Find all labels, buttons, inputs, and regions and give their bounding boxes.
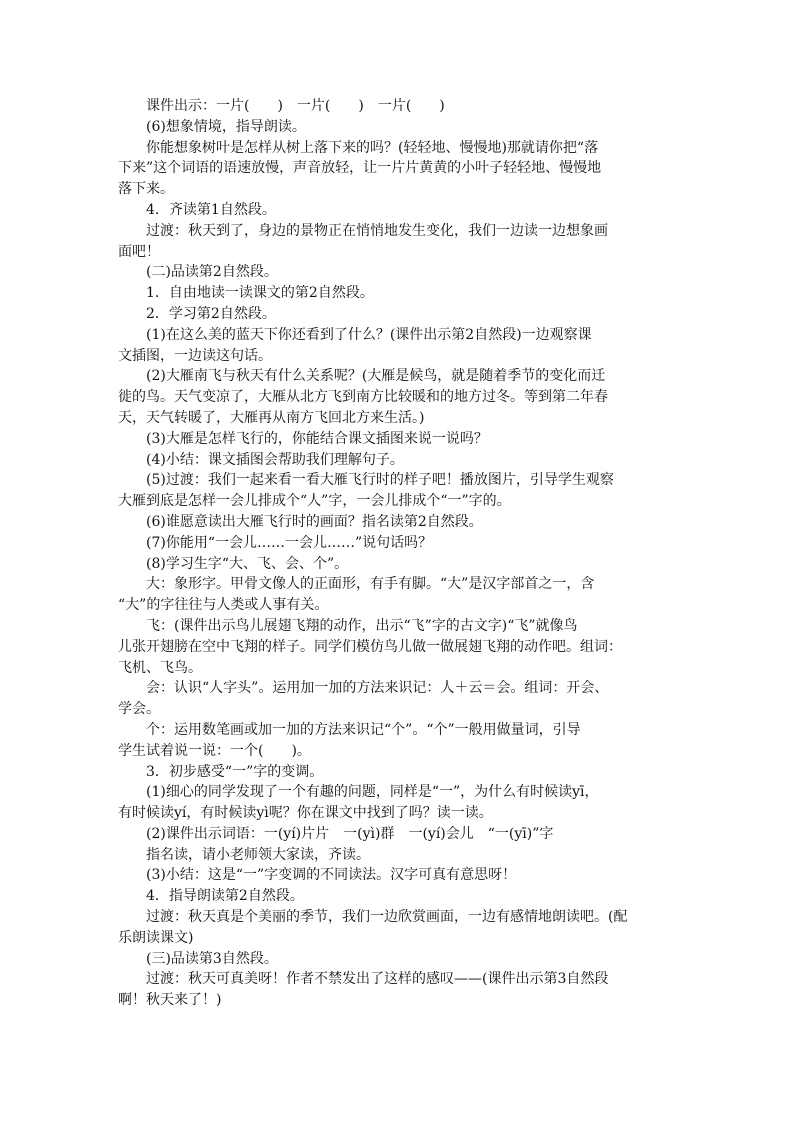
- text-line: 学会。: [118, 701, 160, 718]
- text-line: 落下来。: [118, 181, 174, 198]
- text-line: 过渡：秋天真是个美丽的季节，我们一边欣赏画面，一边有感情地朗读吧。(配: [146, 909, 628, 926]
- text-line: (2)课件出示词语：一(yí)片片 一(yì)群 一(yí)会儿 “一(yī)”字: [146, 825, 554, 842]
- text-line: 2．学习第2自然段。: [146, 305, 276, 322]
- text-line: 儿张开翅膀在空中飞翔的样子。同学们模仿鸟儿做一做展翅飞翔的动作吧。组词：: [118, 638, 622, 655]
- text-line: 飞：(课件出示鸟儿展翅飞翔的动作，出示“飞”字的古文字)“飞”就像鸟: [146, 617, 578, 634]
- text-line: 个：运用数笔画或加一加的方法来识记“个”。“个”一般用做量词，引导: [146, 721, 581, 738]
- text-line: 大雁到底是怎样一会儿排成个“人”字，一会儿排成个“一”字的。: [118, 493, 511, 510]
- text-line: 下来”这个词语的语速放慢，声音放轻，让一片片黄黄的小叶子轻轻地、慢慢地: [118, 160, 602, 177]
- text-line: 会：认识“人字头”。运用加一加的方法来识记：人＋云＝会。组词：开会、: [146, 680, 609, 697]
- text-line: (1)在这么美的蓝天下你还看到了什么？(课件出示第2自然段)一边观察课: [146, 326, 592, 343]
- text-line: (1)细心的同学发现了一个有趣的问题，同样是“一”，为什么有时候读yī，: [146, 784, 599, 801]
- text-line: (三)品读第3自然段。: [146, 950, 278, 967]
- text-line: (二)品读第2自然段。: [146, 264, 278, 281]
- text-line: 天，天气转暖了，大雁再从南方飞回北方来生活。): [118, 409, 425, 426]
- document-body: [118, 96, 678, 1011]
- text-line: (3)小结：这是“一”字变调的不同读法。汉字可真有意思呀！: [146, 867, 517, 884]
- text-line: 指名读，请小老师领大家读，齐读。: [146, 846, 370, 863]
- text-line: 文插图，一边读这句话。: [118, 347, 272, 364]
- text-line: 大：象形字。甲骨文像人的正面形，有手有脚。“大”是汉字部首之一，含: [146, 576, 595, 593]
- text-line: (5)过渡：我们一起来看一看大雁飞行时的样子吧！播放图片，引导学生观察: [146, 472, 614, 489]
- text-line: 有时候读yí，有时候读yì呢？你在课文中找到了吗？读一读。: [118, 805, 493, 822]
- text-line: (7)你能用“一会儿……一会儿……”说句话吗？: [146, 534, 433, 551]
- text-line: (8)学习生字“大、飞、会、个”。: [146, 555, 349, 572]
- text-line: (4)小结：课文插图会帮助我们理解句子。: [146, 451, 404, 468]
- text-line: 4．齐读第1自然段。: [146, 201, 276, 218]
- text-line: 过渡：秋天可真美呀！作者不禁发出了这样的感叹——(课件出示第3自然段: [146, 971, 609, 988]
- text-line: 飞机、飞鸟。: [118, 659, 202, 676]
- text-line: 1．自由地读一读课文的第2自然段。: [146, 285, 374, 302]
- text-line: (6)谁愿意读出大雁飞行时的画面？指名读第2自然段。: [146, 513, 483, 530]
- text-line: (6)想象情境，指导朗读。: [146, 118, 306, 135]
- text-line: 课件出示：一片( ) 一片( ) 一片( ): [146, 98, 445, 114]
- text-line: 乐朗读课文): [118, 929, 194, 946]
- text-line: 学生试着说一说：一个( )。: [118, 742, 311, 759]
- text-line: 你能想象树叶是怎样从树上落下来的吗？(轻轻地、慢慢地)那就请你把“落: [146, 139, 599, 156]
- text-line: 4．指导朗读第2自然段。: [146, 888, 304, 905]
- text-line: 啊！秋天来了！): [118, 992, 222, 1009]
- text-line: 徙的鸟。天气变凉了，大雁从北方飞到南方比较暖和的地方过冬。等到第二年春: [118, 389, 608, 406]
- text-line: 过渡：秋天到了，身边的景物正在悄悄地发生变化，我们一边读一边想象画: [146, 222, 608, 239]
- text-line: “大”的字往往与人类或人事有关。: [118, 597, 329, 614]
- text-line: (3)大雁是怎样飞行的，你能结合课文插图来说一说吗？: [146, 430, 488, 447]
- text-line: (2)大雁南飞与秋天有什么关系呢？(大雁是候鸟，就是随着季节的变化而迁: [146, 368, 606, 385]
- text-line: 3．初步感受“一”字的变调。: [146, 763, 324, 780]
- text-line: 面吧！: [118, 243, 160, 260]
